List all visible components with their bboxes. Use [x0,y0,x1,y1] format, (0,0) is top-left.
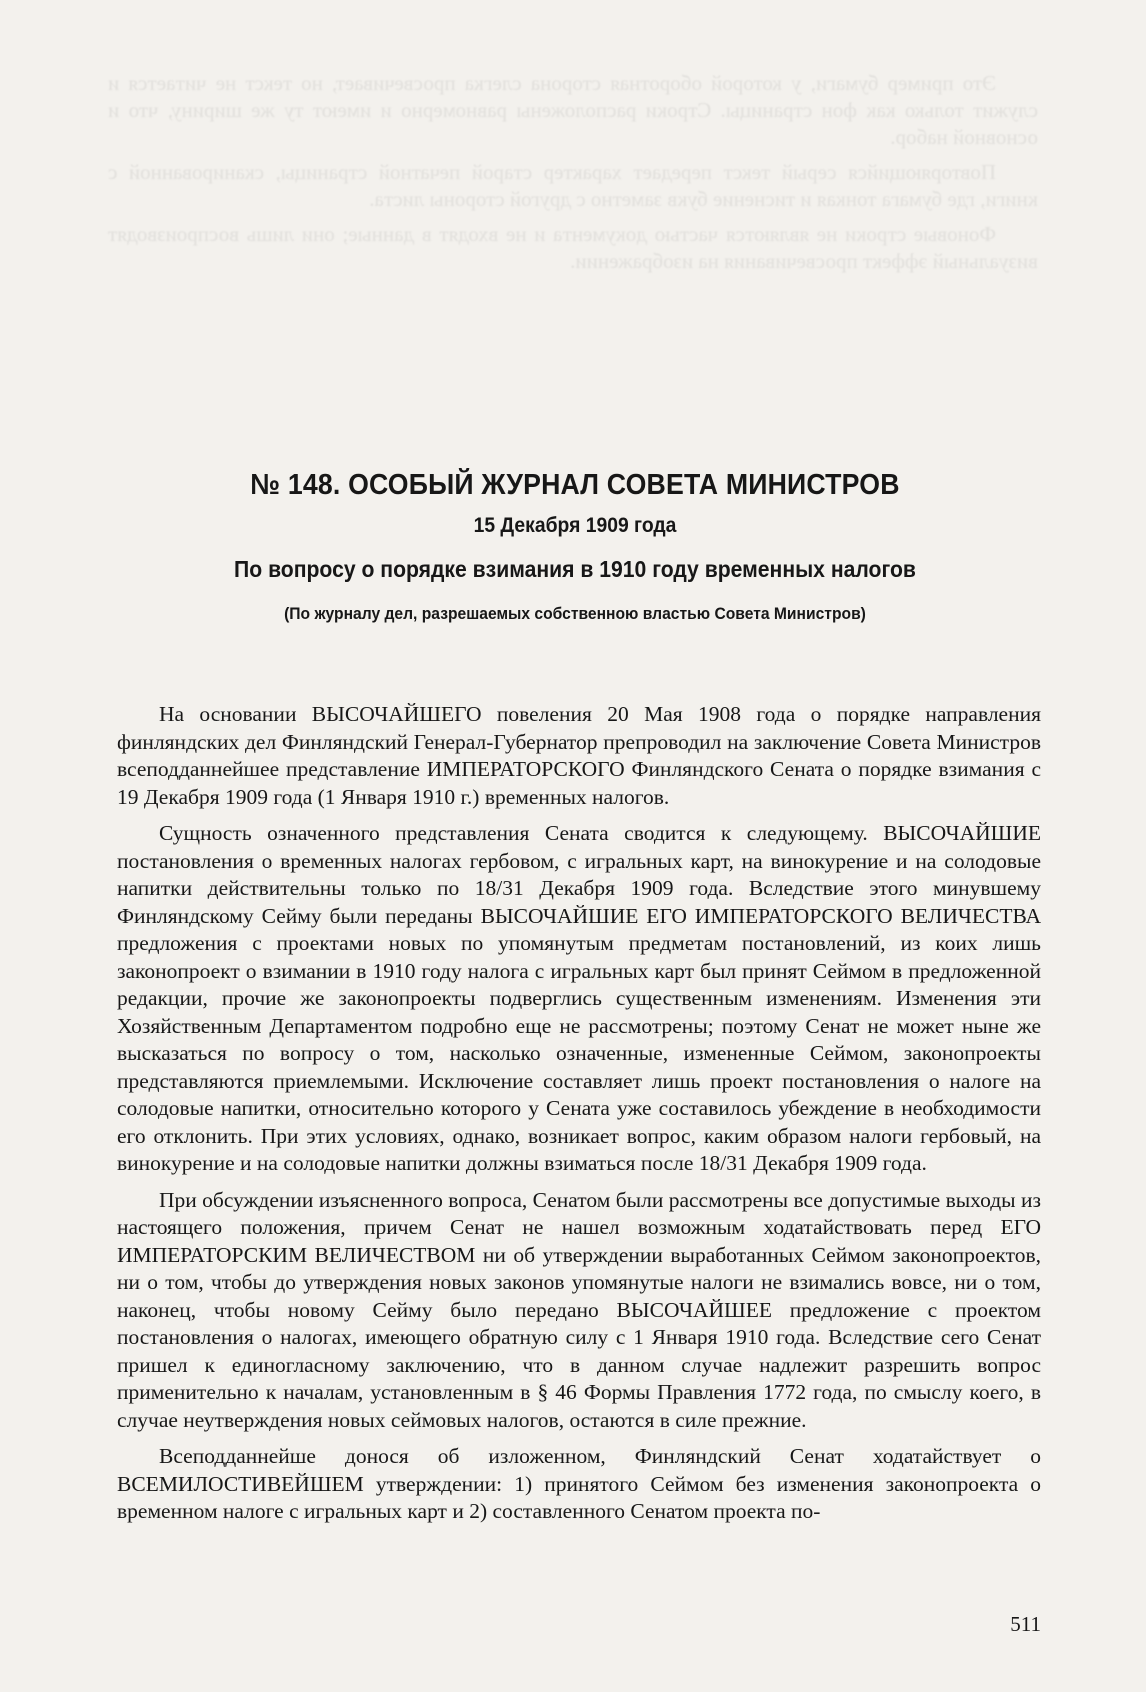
document-heading [90,466,1060,626]
document-subject: По вопросу о порядке взимания в 1910 году временных налогов [234,556,916,582]
body-paragraph: Всеподданнейше донося об изложенном, Финляндский Сенат ходатайствует о ВСЕМИЛОСТИВЕЙШЕМ утверждении: 1) принятого Сеймом без изменения законопроекта о временном налоге с игральных карт и 2) составленного Сенатом проекта по- [117,1444,1041,1523]
document-body [117,701,1041,1571]
document-source-note: (По журналу дел, разрешаемых собственною властью Совета Министров) [284,604,866,623]
body-paragraph: На основании ВЫСОЧАЙШЕГО повеления 20 Мая 1908 года о порядке направления финляндских дел Финляндский Генерал-Губернатор препроводил на заключение Совета Министров всеподданнейшее представление ИМПЕРАТОРСКОГО Финляндского Сената о порядке взимания с 19 Декабря 1909 года (1 Января 1910 г.) временных налогов. [117,702,1041,809]
body-paragraph: Сущность означенного представления Сената сводится к следующему. ВЫСОЧАЙШИЕ постановления о временных налогах гербовом, с игральных карт, на винокурение и на солодовые напитки действительны только по 18/31 Декабря 1909 года. Вследствие этого минувшему Финляндскому Сейму были переданы ВЫСОЧАЙШИЕ ЕГО ИМПЕРАТОРСКОГО ВЕЛИЧЕСТВА предложения с проектами новых по упомянутым предметам постановлений, из коих лишь законопроект о взимании в 1910 году налога с игральных карт был принят Сеймом в предложенной редакции, прочие же законопроекты подверглись существенным изменениям. Изменения эти Хозяйственным Департаментом подробно еще не рассмотрены; поэтому Сенат не может ныне же высказаться по вопросу о том, насколько означенные, измененные Сеймом, законопроекты представляются приемлемыми. Исключение составляет лишь проект постановления о налоге на солодовые напитки, относительно которого у Сената уже составилось убеждение в необходимости его отклонить. При этих условиях, однако, возникает вопрос, каким образом налоги гербовый, на винокурение и на солодовые напитки должны взиматься после 18/31 Декабря 1909 года. [117,821,1041,1175]
body-paragraph: При обсуждении изъясненного вопроса, Сенатом были рассмотрены все допустимые выходы из настоящего положения, причем Сенат не нашел возможным ходатайствовать перед ЕГО ИМПЕРАТОРСКИМ ВЕЛИЧЕСТВОМ ни об утверждении выработанных Сеймом законопроектов, ни о том, чтобы до утверждения новых законов упомянутые налоги не взимались вовсе, ни о том, наконец, чтобы новому Сейму было передано ВЫСОЧАЙШЕЕ предложение с проектом постановления о налогах, имеющего обратную силу с 1 Января 1910 года. Вследствие сего Сенат пришел к единогласному заключению, что в данном случае надлежит разрешить вопрос применительно к началам, установленным в § 46 Формы Правления 1772 года, по смыслу коего, в случае неутверждения новых сеймовых налогов, остаются в силе прежние. [117,1187,1041,1432]
document-title: № 148. ОСОБЫЙ ЖУРНАЛ СОВЕТА МИНИСТРОВ [250,469,900,501]
page-number: 511 [1010,1612,1041,1636]
document-date: 15 Декабря 1909 года [473,514,677,537]
reverse-side-bleed-through: Это пример бумаги, у которой оборотная сторона слегка просвечивает, но текст не читается и служит только как фон страницы. Строки расположены равномерно и имеют ту же ширину, что и основной набор. Повторяющийся серый текст передает характер старой печатной страницы, сканированной с книги, где бумага тонкая и тиснение букв заметно с другой стороны листа. Фоновые строки не являются частью документа и не входят в данные; они лишь воспроизводят визуальный эффект просвечивания на изображении. [108,71,1038,273]
